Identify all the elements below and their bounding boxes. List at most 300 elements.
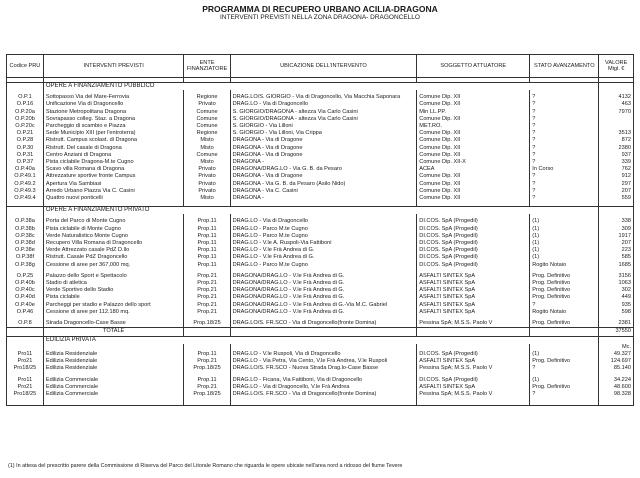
section-spacer (7, 207, 44, 215)
cell-code: O.P.37 (7, 159, 44, 166)
unit-spacer (230, 344, 417, 351)
table-row (7, 320, 634, 328)
cell-soggetto: Pessina SpA; M.S.S. Paolo V (417, 391, 530, 398)
cell-intervento: Stazione Metropolitana Dragona (43, 109, 184, 116)
cell-ubicazione: DRAG.LO - Parco M.te Cugno (230, 233, 417, 240)
cell-ente: Prop.11 (184, 262, 230, 269)
cell-intervento: Ristrutt. Del casale di Dragona (43, 145, 184, 152)
cell-ubicazione: DRAG.LO - V.le Ruspoli, Via di Dragoncello (230, 351, 417, 358)
section-title: OPERE A FINANZIAMENTO PUBBLICO (43, 83, 598, 91)
cell-code: O.P.31 (7, 152, 44, 159)
cell-soggetto: DI.COS. SpA (Progedil) (417, 254, 530, 261)
cell-intervento: Quattro nuovi ponticelli (43, 195, 184, 202)
cell-valore: 463 (599, 101, 634, 108)
cell-ente: Misto (184, 145, 230, 152)
cell-ente: Regione (184, 94, 230, 101)
cell-code: O.P.38c (7, 233, 44, 240)
cell-intervento: Unificazione Via di Dragoncello (43, 101, 184, 108)
cell-stato: Prog. Definitivo (530, 287, 599, 294)
cell-stato: ? (530, 123, 599, 130)
cell-valore: 297 (599, 181, 634, 188)
cell-stato: (1) (530, 254, 599, 261)
cell-ubicazione: DRAGONA - Via di Dragone (230, 152, 417, 159)
cell-stato: ? (530, 94, 599, 101)
cell-code: Pro18/25 (7, 391, 44, 398)
cell-valore: 85.140 (599, 365, 634, 372)
cell-intervento: Pista ciclabile di Monte Cugno (43, 226, 184, 233)
cell-intervento: Edilizia Commerciale (43, 377, 184, 384)
cell-ubicazione: DRAG.LO - V.le Frà Andrea di G. (230, 247, 417, 254)
cell-stato: ? (530, 159, 599, 166)
cell-ubicazione: DRAGONA - (230, 195, 417, 202)
cell-code: O.P.38d (7, 240, 44, 247)
table-row (7, 130, 634, 137)
cell-soggetto: ASFALTI SINTEX SpA (417, 358, 530, 365)
unit-spacer (7, 344, 44, 351)
cell-ente: Comune (184, 152, 230, 159)
unit-row (7, 344, 634, 351)
cell-stato: (1) (530, 233, 599, 240)
cell-valore: 7970 (599, 109, 634, 116)
cell-code: Pro21 (7, 384, 44, 391)
end-cell (599, 398, 634, 406)
section-value-spacer (599, 207, 634, 215)
total-empty-cell (230, 328, 417, 336)
cell-ubicazione: DRAGONA/DRAG.LO - V.le Frà Andrea di G.-Via M.C. Gabriel (230, 302, 417, 309)
cell-code: O.P.38g (7, 262, 44, 269)
cell-code: O.P.49.3 (7, 188, 44, 195)
cell-soggetto: ASFALTI SINTEX SpA (417, 384, 530, 391)
cell-intervento: Sovrapasso colleg. Staz. a Dragona (43, 116, 184, 123)
header-ubicazione: UBICAZIONE DELL'INTERVENTO (230, 55, 417, 78)
cell-code: O.P.38a (7, 218, 44, 225)
table-row (7, 152, 634, 159)
cell-ubicazione: DRAG.LO/S. FR.SCO - Via di Dragoncello(fronte Domina) (230, 320, 417, 328)
table-row (7, 218, 634, 225)
cell-ubicazione: DRAGONA/DRAG.LO - V.le Frà Andrea di G. (230, 287, 417, 294)
total-empty-cell (530, 328, 599, 336)
table-row (7, 195, 634, 202)
table-row (7, 280, 634, 287)
cell-valore: 338 (599, 218, 634, 225)
header-soggetto: SOGGETTO ATTUATORE (417, 55, 530, 78)
cell-ente: Privato (184, 173, 230, 180)
unit-spacer (43, 344, 184, 351)
cell-code: O.P.25 (7, 273, 44, 280)
cell-ubicazione: DRAG.LO - Parco M.te Cugno (230, 262, 417, 269)
cell-intervento: Sede Municipio XIII (per l'entroterra) (43, 130, 184, 137)
cell-code: O.P.20a (7, 109, 44, 116)
cell-intervento: Verde Sportivo dello Stadio (43, 287, 184, 294)
section-spacer (7, 83, 44, 91)
cell-code: O.P.1 (7, 94, 44, 101)
cell-ente: Prop.21 (184, 384, 230, 391)
cell-stato: ? (530, 302, 599, 309)
cell-soggetto: Comune Dip. XII (417, 195, 530, 202)
cell-soggetto: ASFALTI SINTEX SpA (417, 309, 530, 316)
total-empty-cell (184, 328, 230, 336)
cell-code: O.P.40a (7, 166, 44, 173)
cell-ubicazione: DRAG.LO - V.le Frà Andrea di G. (230, 254, 417, 261)
header-stato: STATO AVANZAMENTO (530, 55, 599, 78)
table-row (7, 145, 634, 152)
cell-intervento: Stadio di atletica (43, 280, 184, 287)
table-row (7, 123, 634, 130)
cell-soggetto: Comune Dip. XII-X (417, 159, 530, 166)
cell-stato: ? (530, 391, 599, 398)
table-row (7, 159, 634, 166)
cell-ente: Privato (184, 181, 230, 188)
cell-intervento: Verde Attrezzato casale PdZ D.llo (43, 247, 184, 254)
cell-ubicazione: DRAGONA/DRAG.LO - V.le Frà Andrea di G. (230, 309, 417, 316)
cell-soggetto: DI.COS. SpA (Progedil) (417, 218, 530, 225)
table-row (7, 287, 634, 294)
cell-ente: Prop.21 (184, 302, 230, 309)
cell-soggetto: Comune Dip. XII (417, 101, 530, 108)
cell-valore: 598 (599, 309, 634, 316)
section-value-spacer (599, 83, 634, 91)
table-row (7, 247, 634, 254)
cell-ente: Prop.11 (184, 247, 230, 254)
cell-ente: Prop.21 (184, 273, 230, 280)
cell-code: O.P.28 (7, 137, 44, 144)
cell-ubicazione: DRAG.LO - Parco M.te Cugno (230, 226, 417, 233)
cell-intervento: Centro Anziani di Dragona (43, 152, 184, 159)
interventions-table (6, 54, 634, 406)
header-ente: ENTE FINANZIATORE (184, 55, 230, 78)
cell-ubicazione: S. GIORGIO/DRAGONA - altezza Via Carlo Casini (230, 116, 417, 123)
total-row (7, 328, 634, 336)
cell-code: O.P.30 (7, 145, 44, 152)
cell-intervento: Cessione di aree per 367,000 mq. (43, 262, 184, 269)
total-value: 37550 (599, 328, 634, 336)
end-cell (184, 398, 230, 406)
cell-intervento: Edilizia Commerciale (43, 384, 184, 391)
cell-ente: Prop.21 (184, 309, 230, 316)
cell-stato: ? (530, 188, 599, 195)
cell-ente: Privato (184, 188, 230, 195)
cell-soggetto: DI.COS. SpA (Progedil) (417, 233, 530, 240)
cell-ente: Privato (184, 101, 230, 108)
cell-valore: 937 (599, 152, 634, 159)
header-valore: VALORE Migl. € (599, 55, 634, 78)
section-spacer (7, 336, 44, 344)
cell-ubicazione: DRAGONA/DRAG.LO - V.le Frà Andrea di G. (230, 294, 417, 301)
cell-ente: Misto (184, 159, 230, 166)
cell-stato: (1) (530, 247, 599, 254)
cell-ubicazione: S. GIORGIO - Via Lilloni (230, 123, 417, 130)
unit-label: Mc. (599, 344, 634, 351)
cell-ubicazione: DRAG.LO/S. FR.SCO - Nuova Strada Drag.lo-Case Basse (230, 365, 417, 372)
cell-ubicazione: DRAG.LO - Via di Dragoncello (230, 101, 417, 108)
cell-code: O.P.40c (7, 287, 44, 294)
cell-stato: (1) (530, 240, 599, 247)
cell-intervento: Edilizia Residenziale (43, 351, 184, 358)
cell-ente: Prop.18/25 (184, 365, 230, 372)
cell-ubicazione: DRAGONA - Via di Dragone (230, 173, 417, 180)
cell-valore: 1063 (599, 280, 634, 287)
cell-intervento: Palazzo dello Sport e Spettacolo (43, 273, 184, 280)
table-row (7, 273, 634, 280)
cell-soggetto: Comune Dip. XII (417, 145, 530, 152)
cell-ente: Regione (184, 130, 230, 137)
end-row (7, 398, 634, 406)
cell-intervento: Verde Naturalistico Monte Cugno (43, 233, 184, 240)
end-cell (43, 398, 184, 406)
cell-valore: 98.328 (599, 391, 634, 398)
cell-ubicazione: DRAGONA/DRAG.LO - V.le Frà Andrea di G. (230, 280, 417, 287)
cell-ubicazione: DRAGONA - (230, 159, 417, 166)
cell-ubicazione: DRAG.LO/S. GIORGIO - Via di Dragoncello, Via Macchia Saponara (230, 94, 417, 101)
cell-stato: In Corso (530, 166, 599, 173)
cell-code: O.P.8 (7, 320, 44, 328)
cell-code: O.P.20c (7, 123, 44, 130)
cell-ubicazione: DRAG.LO/S. FR.SCO - Via di Dragoncello(fronte Domina) (230, 391, 417, 398)
cell-ente: Prop.11 (184, 254, 230, 261)
table-row (7, 94, 634, 101)
cell-code: O.P.40e (7, 302, 44, 309)
cell-valore: 34.224 (599, 377, 634, 384)
cell-intervento: Porta del Parco di Monte Cugno (43, 218, 184, 225)
cell-ubicazione: S. GIORGIO - Via Lilloni, Via Crippa (230, 130, 417, 137)
cell-stato: (1) (530, 226, 599, 233)
cell-intervento: Arredo Urbano Piazza Via C. Casini (43, 188, 184, 195)
section-value-spacer (599, 336, 634, 344)
cell-ubicazione: DRAG.LO - Via Petra, Via Cento, V.le Frà Andrea, V.le Ruspoli (230, 358, 417, 365)
cell-valore: 2380 (599, 145, 634, 152)
cell-valore: 585 (599, 254, 634, 261)
cell-stato: Prog. Definitivo (530, 320, 599, 328)
cell-valore: 2381 (599, 320, 634, 328)
cell-intervento: Edilizia Residenziale (43, 358, 184, 365)
cell-ubicazione: DRAGONA/DRAG.LO - V.le Frà Andrea di G. (230, 273, 417, 280)
cell-soggetto: ASFALTI SINTEX SpA (417, 302, 530, 309)
cell-valore: 309 (599, 226, 634, 233)
table-row (7, 294, 634, 301)
table-row (7, 351, 634, 358)
cell-soggetto: ASFALTI SINTEX SpA (417, 287, 530, 294)
cell-ente: Misto (184, 137, 230, 144)
cell-ente: Prop.18/25 (184, 320, 230, 328)
cell-valore: 1685 (599, 262, 634, 269)
cell-intervento: Ristrutt. Campus scolast. di Dragona (43, 137, 184, 144)
section-row (7, 83, 634, 91)
cell-code: Pro21 (7, 358, 44, 365)
cell-code: O.P.20b (7, 116, 44, 123)
end-cell (7, 398, 44, 406)
unit-spacer (184, 344, 230, 351)
cell-soggetto: DI.COS. SpA (Progedil) (417, 351, 530, 358)
cell-soggetto: DI.COS. SpA (Progedil) (417, 247, 530, 254)
cell-soggetto: Pessina SpA; M.S.S. Paolo V (417, 320, 530, 328)
cell-ente: Comune (184, 109, 230, 116)
cell-ubicazione: DRAGONA - Via G. B. da Pesaro (Asilo Nido) (230, 181, 417, 188)
cell-intervento: Pista ciclabile Dragona-M.te Cugno (43, 159, 184, 166)
total-label: TOTALE (43, 328, 184, 336)
cell-ubicazione: DRAGONA - Via di Dragone (230, 137, 417, 144)
cell-valore: 1917 (599, 233, 634, 240)
cell-code: O.P.49.4 (7, 195, 44, 202)
cell-soggetto: ACEA (417, 166, 530, 173)
cell-soggetto: Comune Dip. XII (417, 130, 530, 137)
cell-valore: 207 (599, 188, 634, 195)
section-title: EDILIZIA PRIVATA (43, 336, 598, 344)
cell-code: O.P.38b (7, 226, 44, 233)
end-cell (530, 398, 599, 406)
cell-valore (599, 123, 634, 130)
cell-stato: ? (530, 181, 599, 188)
footnote: (1) In attesa del prescritto parere della Commissione di Riserva del Parco del Litorale Romano che riguarda le opere ubicate nell'area nord a ridosso del fiume Tevere (8, 463, 403, 469)
cell-code: O.P.40d (7, 294, 44, 301)
cell-intervento: Sottopasso Via del Mare-Ferrovia (43, 94, 184, 101)
cell-code: O.P.16 (7, 101, 44, 108)
cell-stato: ? (530, 365, 599, 372)
cell-stato: (1) (530, 218, 599, 225)
cell-ubicazione: DRAGONA - Via di Dragone (230, 145, 417, 152)
header-code: Codice PRU (7, 55, 44, 78)
cell-stato: Prog. Definitivo (530, 273, 599, 280)
table-row (7, 188, 634, 195)
table-row (7, 377, 634, 384)
cell-stato: Rogito Notaio (530, 309, 599, 316)
cell-valore: 3513 (599, 130, 634, 137)
cell-stato: ? (530, 130, 599, 137)
cell-code: Pro11 (7, 377, 44, 384)
cell-intervento: Cessione di aree per 112.180 mq. (43, 309, 184, 316)
cell-code: O.P.49.1 (7, 173, 44, 180)
cell-stato: ? (530, 152, 599, 159)
table-header-row (7, 55, 634, 78)
cell-stato: Prog. Definitivo (530, 280, 599, 287)
cell-valore: 49.327 (599, 351, 634, 358)
end-cell (230, 398, 417, 406)
cell-intervento: Apertura Via Sambiasi (43, 181, 184, 188)
cell-intervento: Parcheggi per stadio e Palazzo dello sport (43, 302, 184, 309)
cell-stato: Prog. Definitivo (530, 294, 599, 301)
cell-ubicazione: S. GIORGIO/DRAGONA - altezza Via Carlo Casini (230, 109, 417, 116)
table-body (7, 78, 634, 406)
cell-valore: 207 (599, 240, 634, 247)
cell-valore: 449 (599, 294, 634, 301)
cell-valore: 872 (599, 137, 634, 144)
cell-stato: ? (530, 173, 599, 180)
table-row (7, 254, 634, 261)
cell-stato: (1) (530, 377, 599, 384)
cell-valore: 124.697 (599, 358, 634, 365)
cell-valore: 223 (599, 247, 634, 254)
cell-stato: ? (530, 145, 599, 152)
cell-ente: Privato (184, 166, 230, 173)
table-row (7, 384, 634, 391)
table-row (7, 109, 634, 116)
cell-valore: 302 (599, 287, 634, 294)
cell-soggetto: DI.COS. SpA (Progedil) (417, 262, 530, 269)
table-row (7, 262, 634, 269)
end-cell (417, 398, 530, 406)
cell-soggetto: DI.COS. SpA (Progedil) (417, 226, 530, 233)
cell-code: Pro18/25 (7, 365, 44, 372)
total-empty-cell (417, 328, 530, 336)
cell-code: O.P.38f (7, 254, 44, 261)
table-row (7, 137, 634, 144)
cell-ente: Prop.11 (184, 218, 230, 225)
section-row (7, 207, 634, 215)
cell-valore: 935 (599, 302, 634, 309)
unit-spacer (530, 344, 599, 351)
cell-ente: Prop.11 (184, 351, 230, 358)
cell-intervento: Strada Dragoncello-Case Basse (43, 320, 184, 328)
cell-ente: Comune (184, 123, 230, 130)
cell-soggetto: ASFALTI SINTEX SpA (417, 273, 530, 280)
cell-intervento: Attrezzature sportive fronte Campus (43, 173, 184, 180)
cell-intervento: Edilizia Commerciale (43, 391, 184, 398)
cell-ente: Comune (184, 116, 230, 123)
cell-ubicazione: DRAG.LO - V.le A. Ruspoli-Via Fattiboni (230, 240, 417, 247)
table-row (7, 181, 634, 188)
cell-stato: ? (530, 137, 599, 144)
table-row (7, 309, 634, 316)
table-row (7, 173, 634, 180)
cell-soggetto: MET.RO. (417, 123, 530, 130)
cell-soggetto: Pessina SpA; M.S.S. Paolo V (417, 365, 530, 372)
cell-intervento: Ristrutt. Casale PdZ Dragoncello (43, 254, 184, 261)
table-row (7, 116, 634, 123)
cell-valore: 762 (599, 166, 634, 173)
cell-soggetto: Comune Dip. XII (417, 181, 530, 188)
cell-intervento: Scavo villa Romana di Dragona (43, 166, 184, 173)
header-interventi: INTERVENTI PREVISTI (43, 55, 184, 78)
cell-code: O.P.21 (7, 130, 44, 137)
cell-intervento: Parcheggio di scambio e Piazza (43, 123, 184, 130)
cell-soggetto: Comune Dip. XII (417, 188, 530, 195)
cell-soggetto: Comune Dip. XII (417, 152, 530, 159)
cell-stato: ? (530, 116, 599, 123)
cell-soggetto: DI.COS. SpA (Progedil) (417, 240, 530, 247)
cell-intervento: Edilizia Residenziale (43, 365, 184, 372)
cell-ubicazione: DRAG.LO - Via di Dragoncello, V.le Frà Andrea (230, 384, 417, 391)
section-title: OPERE A FINANZIAMENTO PRIVATO (43, 207, 598, 215)
cell-soggetto: Comune Dip. XII (417, 116, 530, 123)
cell-valore: 3156 (599, 273, 634, 280)
cell-soggetto: Comune Dip. XII (417, 173, 530, 180)
cell-stato: ? (530, 195, 599, 202)
cell-ente: Prop.21 (184, 287, 230, 294)
cell-valore: 912 (599, 173, 634, 180)
cell-stato: (1) (530, 351, 599, 358)
cell-intervento: Recupero Villa Romana di Dragoncello (43, 240, 184, 247)
document-title: PROGRAMMA DI RECUPERO URBANO ACILIA-DRAGONA (202, 4, 438, 14)
table-row (7, 166, 634, 173)
unit-spacer (417, 344, 530, 351)
cell-soggetto: Comune Dip. XII (417, 94, 530, 101)
cell-code: O.P.49.2 (7, 181, 44, 188)
cell-ente: Prop.21 (184, 294, 230, 301)
cell-ente: Misto (184, 195, 230, 202)
table-row (7, 233, 634, 240)
cell-soggetto: Min LL.PP. (417, 109, 530, 116)
table-row (7, 358, 634, 365)
document-subtitle: INTERVENTI PREVISTI NELLA ZONA DRAGONA- DRAGONCELLO (220, 14, 420, 21)
cell-ubicazione: DRAGONA - Via C. Casini (230, 188, 417, 195)
cell-valore: 4132 (599, 94, 634, 101)
cell-valore: 559 (599, 195, 634, 202)
table-row (7, 226, 634, 233)
cell-code: O.P.40b (7, 280, 44, 287)
table-row (7, 302, 634, 309)
cell-stato: Prog. Definitivo (530, 384, 599, 391)
table-row (7, 240, 634, 247)
cell-stato: ? (530, 109, 599, 116)
